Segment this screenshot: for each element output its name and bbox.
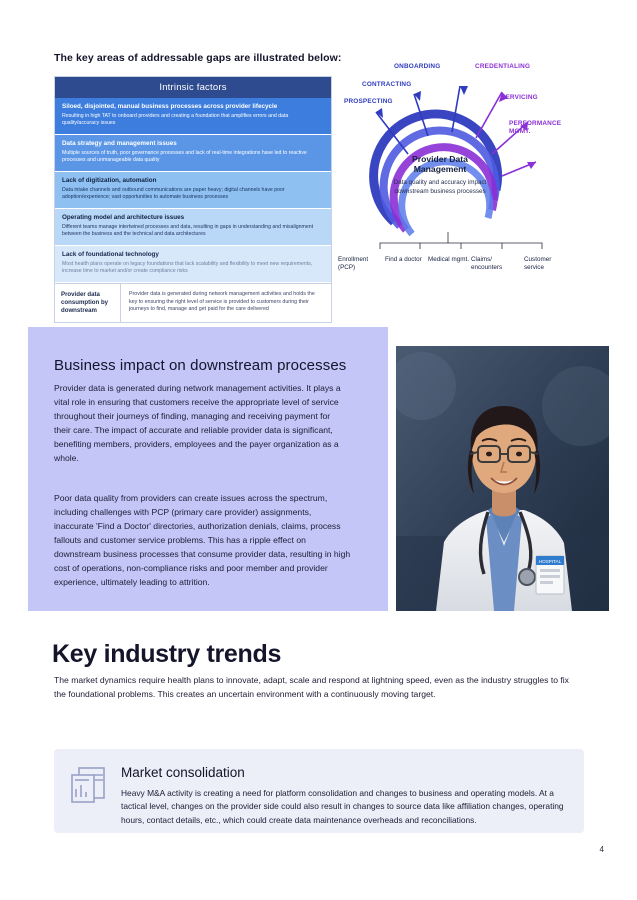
provider-data-management-diagram [336,50,586,295]
downstream-item-medical-mgmt: Medical mgmt. [428,256,469,263]
business-impact-paragraph-1: Provider data is generated during network management activities. It plays a vital role in ensuring that customers receive the appropriate level of service throughout their journeys of finding, managing and receiving payment for their care. The impact of accurate and reliable provider data is significant, benefiting members, providers, employees and the payer organization as a whole. [54,383,341,463]
downstream-item-enrollment: Enrollment (PCP) [338,256,369,272]
business-impact-paragraph-2: Poor data quality from providers can create issues across the spectrum, including challenges with PCP (primary care provider) assignments, inaccurate 'Find a Doctor' directories, authorization denials, claims, process fallouts and customer service problems. This has a ripple effect on downstream business processes that consume provider data, resulting in high cost of operations, non-compliance risks and poor member and provider experience, ultimately leading to attrition. [54,493,351,587]
spoke-label-prospecting: PROSPECTING [344,98,393,105]
key-industry-trends-paragraph: The market dynamics require health plans to innovate, adapt, scale and respond at lightning speed, even as the industry struggles to fix the foundational problems. This creates an uncertain environment with a continuously moving target. [54,675,569,699]
downstream-item-claims-encounters: Claims/ encounters [471,256,503,272]
page-number: 4 [599,845,604,854]
spoke-label-credentialing: CREDENTIALING [475,63,531,70]
doctor-photo [396,346,609,611]
table-footer-row [55,283,331,323]
doctor-photo-graphic [396,346,609,611]
market-consolidation-text: Heavy M&A activity is creating a need for platform consolidation and changes to business and operating models. At a tactical level, changes on the provider side could also result in changes to source data like affiliation changes, operating hours, contact details, etc., which could create data maintenance overheads and reconciliations. [121,788,564,825]
diagram-core-title: Provider Data Management [412,154,468,175]
row-desc: Multiple sources of truth, poor governance processes and lack of real-time integrations have led to reactive processes and unmanageable data quality [62,149,307,164]
row-desc: Most health plans operate on legacy foundations that lack scalability and flexibility to meet new requirements, increase time to market and/or create compliance risks [62,260,313,275]
svg-text:HOSPITAL: HOSPITAL [538,559,562,564]
spoke-label-servicing: SERVICING [501,94,538,101]
spoke-label-contracting: CONTRACTING [362,81,412,88]
row-desc: Data intake channels and outbound communications are paper heavy; digital channels have poor adoption/experience; vast opportunities to automate business processes [62,186,285,201]
spoke-label-performance-mgmt: PERFORMANCE MGMT. [509,120,562,135]
downstream-item-find-a-doctor: Find a doctor [385,256,422,263]
footer-label: Provider data consumption by downstream [55,284,121,323]
key-industry-trends-heading: Key industry trends [52,640,282,668]
intrinsic-factors-table [54,76,332,323]
row-title: Lack of digitization, automation [62,176,157,184]
table-header: Intrinsic factors [55,77,331,98]
row-title: Data strategy and management issues [62,139,177,147]
row-title: Operating model and architecture issues [62,213,185,221]
spoke-label-onboarding: ONBOARDING [394,63,441,70]
table-row [55,135,331,172]
downstream-item-customer-service: Customer service [524,256,552,272]
document-chart-icon [70,766,106,806]
table-row [55,98,331,135]
table-row [55,172,331,209]
footer-text: Provider data is generated during network management activities and holds the key to ensuring the right level of service is provided to customers during their journeys to find, manage and get paid for the care delivered [129,290,315,313]
market-consolidation-heading: Market consolidation [121,765,245,780]
table-row [55,209,331,246]
business-impact-heading: Business impact on downstream processes [54,357,347,374]
row-title: Lack of foundational technology [62,250,159,258]
row-desc: Resulting in high TAT to onboard providers and creating a foundation that amplifies errors and data quality/accuracy issues [62,112,289,127]
table-row [55,246,331,283]
intro-line: The key areas of addressable gaps are illustrated below: [54,52,342,64]
row-title: Siloed, disjointed, manual business processes across provider lifecycle [62,103,278,110]
diagram-core-subtitle: Data quality and accuracy impact downstream business processes [393,179,487,196]
row-desc: Different teams manage intertwined processes and data, resulting in gaps in understanding and misalignment between the business and the technical and data architectures [62,223,314,238]
